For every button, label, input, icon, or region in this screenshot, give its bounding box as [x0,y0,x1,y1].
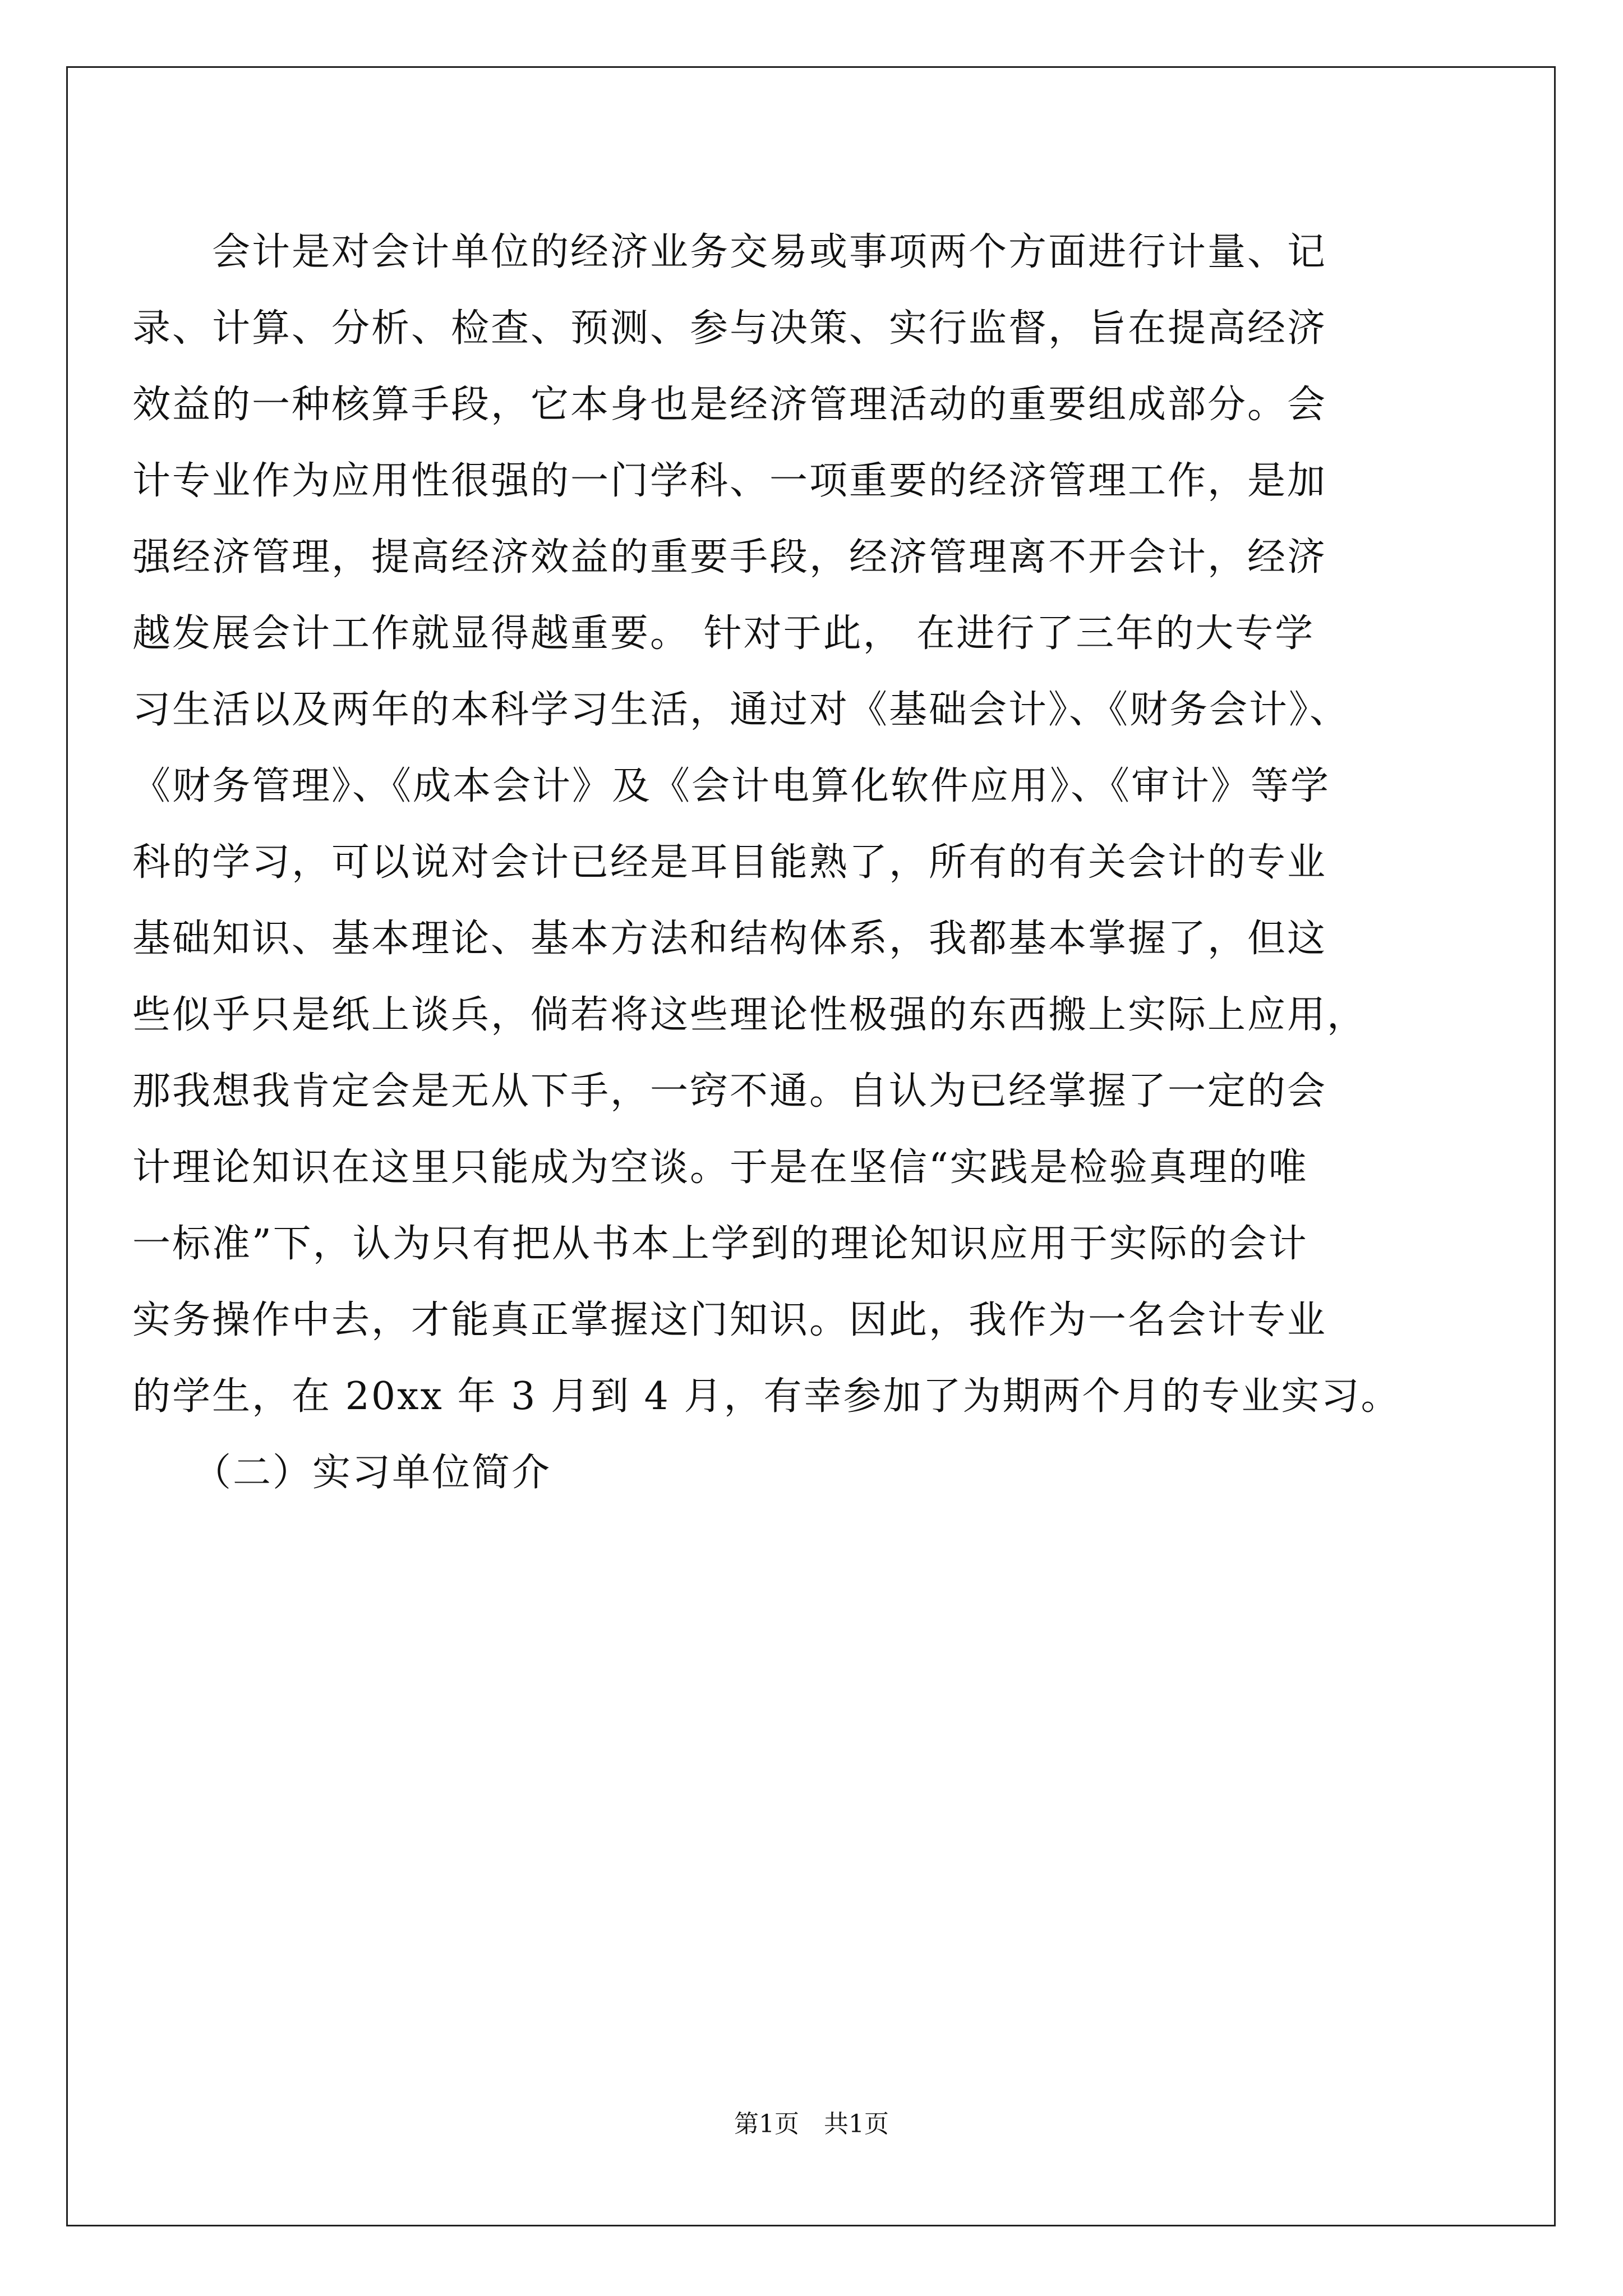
paragraph-line: 计理论知识在这里只能成为空谈。于是在坚信“实践是检验真理的唯 [132,1145,1308,1190]
paragraph-line: 些似乎只是纸上谈兵，倘若将这些理论性极强的东西搬上实际上应用， [132,993,1367,1037]
paragraph-line: 会计是对会计单位的经济业务交易或事项两个方面进行计量、记 [132,230,1327,274]
page-footer: 第1页 共1页 [734,2110,889,2138]
paragraph-line: 《财务管理》、《成本会计》及《会计电算化软件应用》、《审计》等学 [132,764,1331,808]
paragraph-line: 强经济管理，提高经济效益的重要手段，经济管理离不开会计，经济 [132,535,1327,579]
paragraph-line: 的学生，在 20xx 年 3 月到 4 月，有幸参加了为期两个月的专业实习。 [132,1374,1401,1419]
paragraph-line: 那我想我肯定会是无从下手，一窍不通。自认为已经掌握了一定的会 [132,1069,1327,1114]
paragraph-line: 录、计算、分析、检查、预测、参与决策、实行监督，旨在提高经济 [132,306,1327,351]
paragraph-line: 一标准”下，认为只有把从书本上学到的理论知识应用于实际的会计 [132,1222,1308,1266]
paragraph-line: 计专业作为应用性很强的一门学科、一项重要的经济管理工作，是加 [132,459,1327,503]
paragraph-line: 效益的一种核算手段，它本身也是经济管理活动的重要组成部分。会 [132,383,1327,427]
paragraph-line: 越发展会计工作就显得越重要。 针对于此， 在进行了三年的大专学 [132,611,1315,656]
paragraph-line: 基础知识、基本理论、基本方法和结构体系，我都基本掌握了，但这 [132,917,1327,961]
paragraph-line: 实务操作中去，才能真正掌握这门知识。因此，我作为一名会计专业 [132,1298,1327,1342]
paragraph-line: 习生活以及两年的本科学习生活，通过对《基础会计》、《财务会计》、 [132,688,1350,732]
paragraph-line: 科的学习，可以说对会计已经是耳目能熟了，所有的有关会计的专业 [132,840,1327,885]
section-heading: （二）实习单位简介 [132,1451,552,1495]
